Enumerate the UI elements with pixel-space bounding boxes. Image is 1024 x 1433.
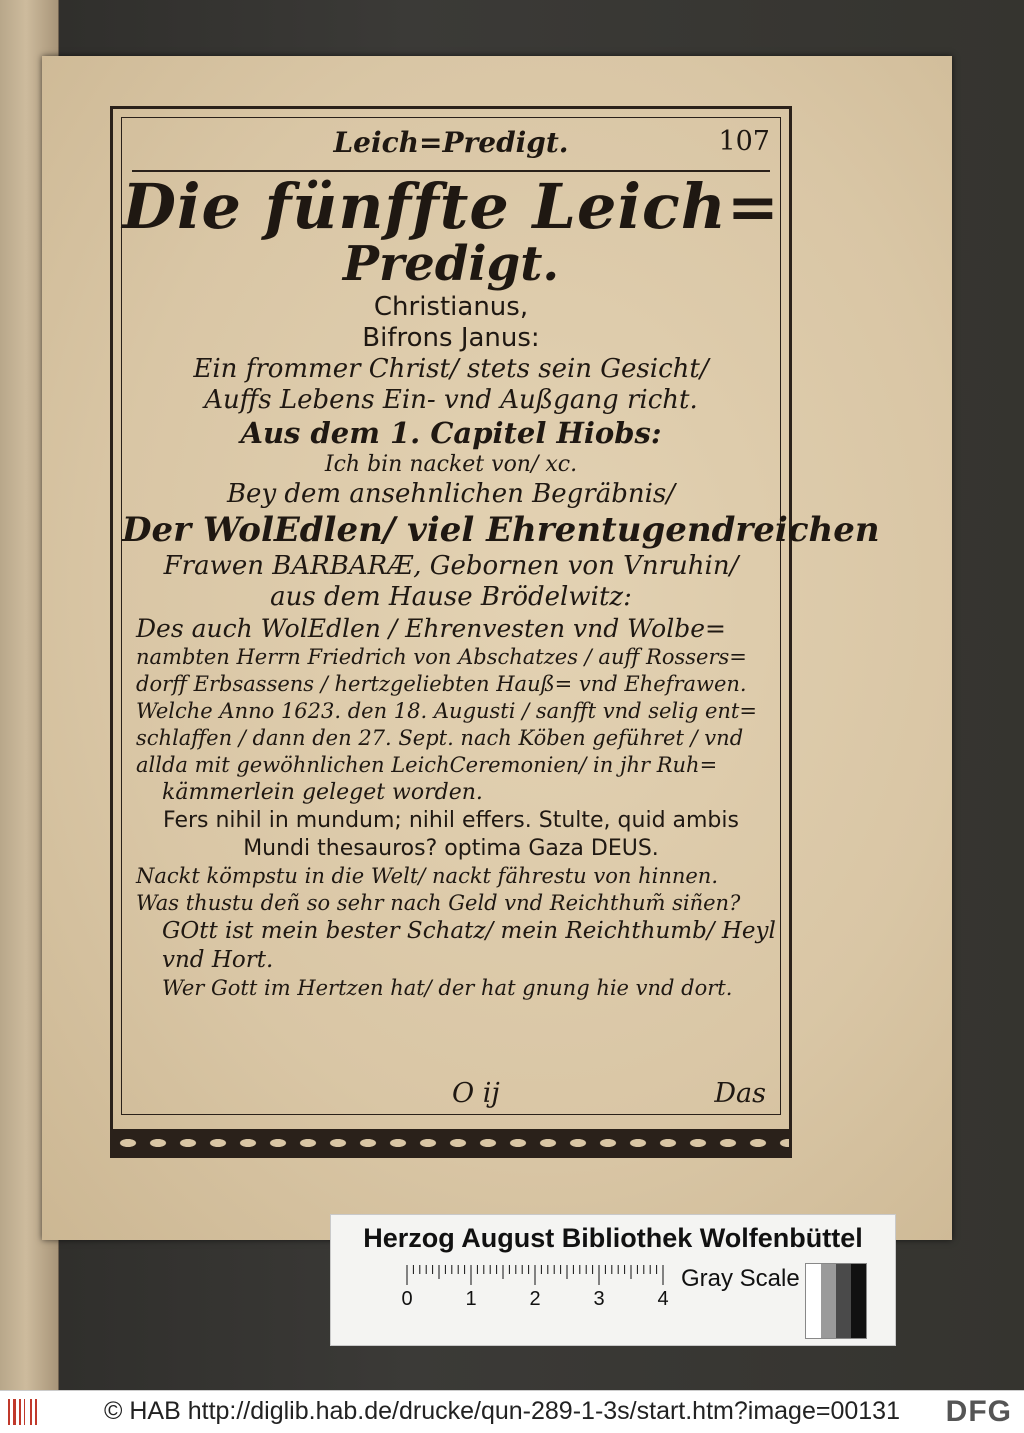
gray-swatch (821, 1264, 836, 1338)
text-line: Mundi thesauros? optima Gaza DEUS. (243, 836, 659, 861)
gray-swatch (851, 1264, 866, 1338)
text-line: Bey dem ansehnlichen Begräbnis/ (226, 479, 676, 509)
ruler-label: 0 (401, 1288, 413, 1310)
text-line: Bifrons Janus: (362, 323, 540, 353)
running-head (122, 126, 780, 166)
text-line: allda mit gewöhnlichen LeichCeremonien/ in jhr Ruh= (136, 753, 718, 777)
library-name: Herzog August Bibliothek Wolfenbüttel (363, 1223, 863, 1253)
text-line: Aus dem 1. Capitel Hiobs: (240, 416, 662, 450)
text-line: Ein frommer Christ/ stets sein Gesicht/ (193, 354, 709, 384)
catchword: Das (714, 1078, 766, 1109)
dfg-logo: DFG (945, 1395, 1012, 1428)
ornamental-border (113, 1129, 789, 1157)
barcode-icon (8, 1397, 40, 1427)
text-line: kämmerlein geleget worden. (162, 780, 483, 805)
text-line: schlaffen / dann den 27. Sept. nach Köben geführet / vnd (136, 726, 744, 750)
text-line: Welche Anno 1623. den 18. Augusti / sanfft vnd selig ent= (136, 699, 757, 723)
barcode-bar (30, 1399, 32, 1425)
text-line: Frawen BARBARÆ, Gebornen von Vnruhin/ (163, 551, 739, 581)
barcode-bar (24, 1399, 25, 1425)
barcode-bar (19, 1399, 21, 1425)
text-line: Ich bin nacket von/ xc. (324, 452, 578, 477)
gray-scale-label: Gray Scale (681, 1265, 800, 1292)
text-line: Christianus, (373, 292, 529, 322)
color-scale-card (330, 1214, 896, 1346)
copyright-link[interactable]: © HAB http://diglib.hab.de/drucke/qun-289-1-3s/start.htm?image=00131 (104, 1397, 900, 1425)
footer-bar (0, 1390, 1024, 1433)
title-line-2: Predigt. (342, 236, 560, 292)
barcode-bar (13, 1399, 16, 1425)
gray-scale-swatches (805, 1263, 867, 1339)
text-line: Wer Gott im Hertzen hat/ der hat gnung hie vnd dort. (162, 976, 733, 1000)
text-line: Auffs Lebens Ein- vnd Außgang richt. (204, 385, 698, 415)
barcode-bar (35, 1399, 37, 1425)
gray-swatch (836, 1264, 851, 1338)
title-line-1: Die fünffte Leich= (122, 170, 780, 243)
signature-mark: O ij (452, 1078, 500, 1109)
text-line: Der WolEdlen/ viel Ehrentugendreichen (122, 510, 880, 550)
ruler-label: 3 (593, 1288, 605, 1310)
gray-swatch (806, 1264, 821, 1338)
book-page (42, 56, 952, 1240)
text-line: nambten Herrn Friedrich von Abschatzes / auff Rossers= (136, 645, 747, 669)
running-title: Leich=Predigt. (333, 126, 569, 159)
ruler-label: 1 (465, 1288, 477, 1310)
ruler-label: 4 (657, 1288, 669, 1310)
text-line: aus dem Hause Brödelwitz: (270, 582, 632, 612)
text-line: vnd Hort. (162, 947, 274, 973)
title-page-text (122, 170, 880, 1005)
barcode-bar (8, 1399, 10, 1425)
text-line: dorff Erbsassens / hertzgeliebten Hauß= vnd Ehefrawen. (136, 672, 747, 696)
text-frame (121, 117, 880, 1115)
ruler-scale (401, 1265, 673, 1310)
text-line: GOtt ist mein bester Schatz/ mein Reichthumb/ Heyl (162, 918, 776, 944)
text-line: Fers nihil in mundum; nihil effers. Stulte, quid ambis (163, 808, 739, 833)
catchword-line (122, 1078, 780, 1112)
page-border-frame (110, 106, 880, 1158)
text-line: Des auch WolEdlen / Ehrenvesten vnd Wolbe= (136, 614, 726, 643)
text-line: Was thustu deñ so sehr nach Geld vnd Reichthum̃ siñen? (136, 891, 741, 915)
text-line: Nackt kömpstu in die Welt/ nackt fährestu von hinnen. (136, 864, 718, 888)
ruler-label: 2 (529, 1288, 541, 1310)
page-number: 107 (718, 126, 770, 157)
